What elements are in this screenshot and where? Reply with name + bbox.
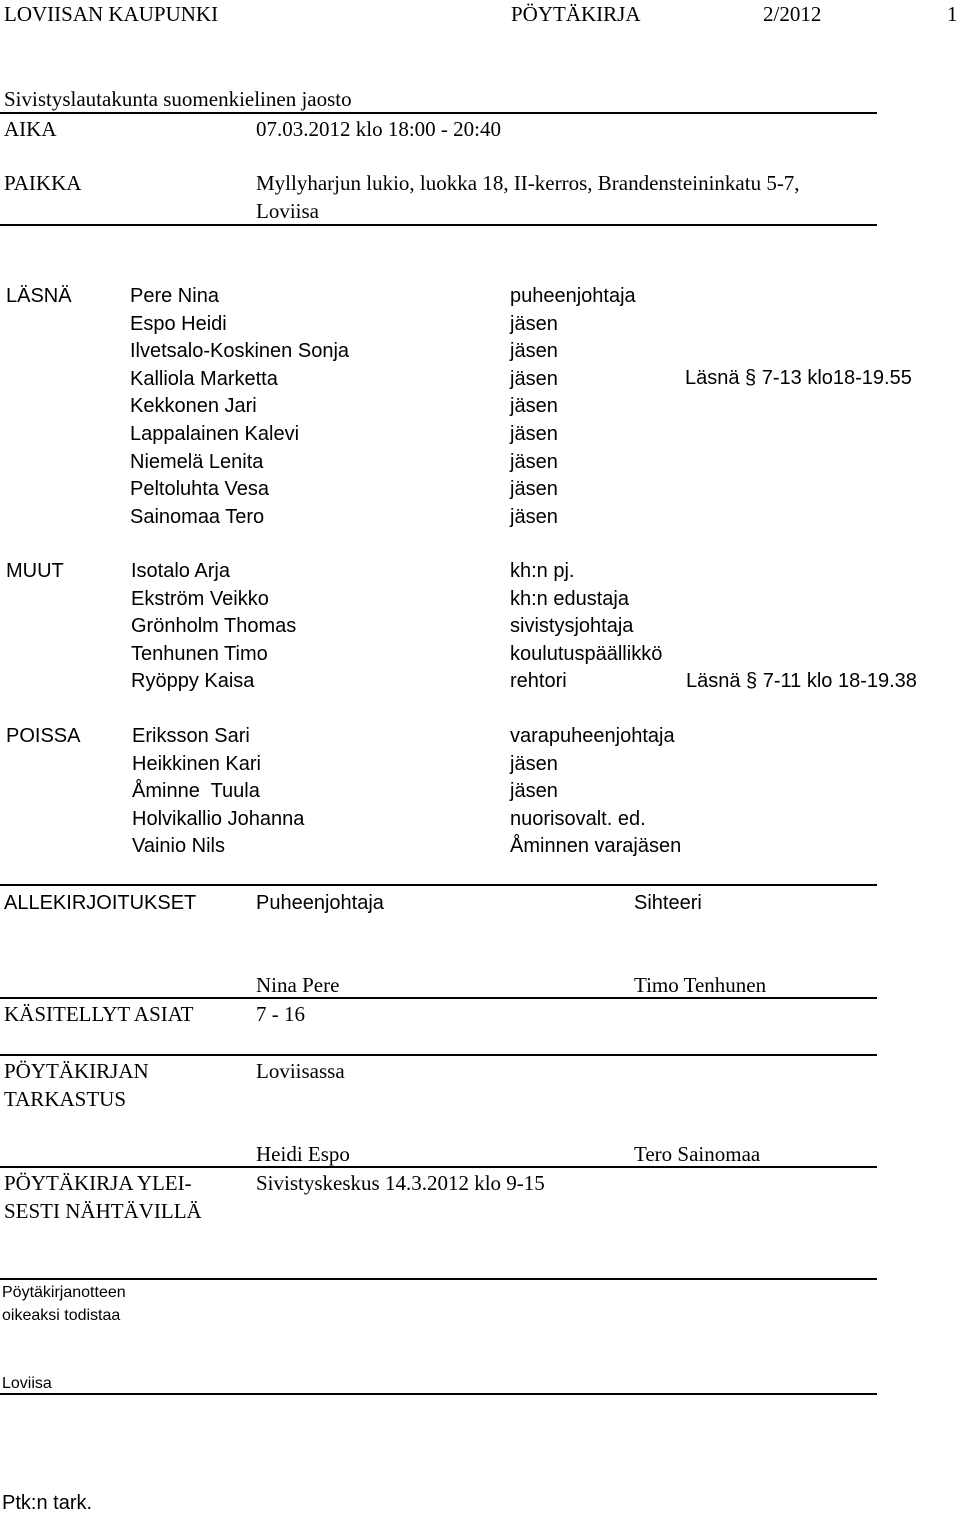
absent-role: jäsen bbox=[510, 752, 558, 775]
tarkastus-label-line1: PÖYTÄKIRJAN bbox=[4, 1059, 149, 1083]
attendee-role: jäsen bbox=[510, 450, 558, 473]
chair-name: Nina Pere bbox=[256, 973, 340, 997]
absent-role: Åminnen varajäsen bbox=[510, 835, 682, 858]
attendee-role: jäsen bbox=[510, 340, 558, 363]
other-attendee-name: Ekström Veikko bbox=[131, 587, 269, 610]
attendee-name: Kekkonen Jari bbox=[130, 395, 257, 418]
other-attendee-role: kh:n edustaja bbox=[510, 587, 629, 610]
attendee-name: Sainomaa Tero bbox=[130, 505, 265, 528]
lasna-label: LÄSNÄ bbox=[6, 285, 72, 307]
muut-label: MUUT bbox=[6, 560, 64, 582]
attendee-role: jäsen bbox=[510, 395, 558, 418]
kasitellyt-label: KÄSITELLYT ASIAT bbox=[4, 1002, 194, 1026]
poissa-label: POISSA bbox=[6, 725, 81, 747]
divider bbox=[0, 1278, 877, 1280]
attendee-role: jäsen bbox=[510, 505, 558, 528]
ptk-tark: Ptk:n tark. bbox=[2, 1492, 93, 1514]
attendee-role: jäsen bbox=[510, 478, 558, 501]
other-attendee-name: Ryöppy Kaisa bbox=[131, 670, 255, 693]
lasna-names bbox=[130, 286, 349, 534]
divider bbox=[0, 112, 877, 114]
other-attendee-name: Tenhunen Timo bbox=[131, 642, 268, 665]
checker-name-1: Heidi Espo bbox=[256, 1142, 350, 1166]
paikka-label: PAIKKA bbox=[4, 171, 82, 195]
attendee-role: puheenjohtaja bbox=[510, 285, 636, 307]
document-number: 2/2012 bbox=[763, 2, 822, 26]
attendee-name: Peltoluhta Vesa bbox=[130, 478, 269, 501]
aika-value: 07.03.2012 klo 18:00 - 20:40 bbox=[256, 117, 501, 141]
committee-name: Sivistyslautakunta suomenkielinen jaosto bbox=[4, 87, 352, 111]
attendee-name: Ilvetsalo-Koskinen Sonja bbox=[130, 340, 350, 363]
divider bbox=[0, 997, 877, 999]
otteen-line1: Pöytäkirjanotteen bbox=[2, 1284, 126, 1301]
absent-name: Eriksson Sari bbox=[132, 725, 250, 747]
muut-names bbox=[131, 561, 296, 699]
paikka-line1: Myllyharjun lukio, luokka 18, II-kerros, Brandensteininkatu 5-7, bbox=[256, 171, 800, 195]
nahtavilla-label-line2: SESTI NÄHTÄVILLÄ bbox=[4, 1199, 202, 1223]
absent-role: nuorisovalt. ed. bbox=[510, 807, 646, 830]
other-attendee-role: sivistysjohtaja bbox=[510, 615, 634, 638]
secretary-name: Timo Tenhunen bbox=[634, 973, 767, 997]
divider bbox=[0, 224, 877, 226]
divider bbox=[0, 1054, 877, 1056]
other-attendee-name: Isotalo Arja bbox=[131, 560, 230, 582]
attendee-name: Niemelä Lenita bbox=[130, 450, 264, 473]
other-attendee-role: kh:n pj. bbox=[510, 560, 575, 582]
attendee-role: jäsen bbox=[510, 422, 558, 445]
absent-role: jäsen bbox=[510, 780, 558, 803]
aika-label: AIKA bbox=[4, 117, 57, 141]
absent-name: Heikkinen Kari bbox=[132, 752, 261, 775]
attendance-note: Läsnä § 7-11 klo 18-19.38 bbox=[686, 670, 917, 692]
absent-name: Vainio Nils bbox=[132, 835, 225, 858]
paikka-line2: Loviisa bbox=[256, 199, 319, 223]
chair-title: Puheenjohtaja bbox=[256, 892, 384, 914]
otteen-place: Loviisa bbox=[2, 1375, 52, 1392]
attendee-role: jäsen bbox=[510, 367, 558, 390]
nahtavilla-value: Sivistyskeskus 14.3.2012 klo 9-15 bbox=[256, 1171, 545, 1195]
attendee-name: Kalliola Marketta bbox=[130, 367, 278, 390]
attendee-name: Espo Heidi bbox=[130, 312, 227, 335]
poissa-roles bbox=[510, 726, 681, 864]
attendee-name: Pere Nina bbox=[130, 285, 219, 307]
absent-role: varapuheenjohtaja bbox=[510, 725, 675, 747]
muut-roles bbox=[510, 561, 662, 699]
divider bbox=[0, 884, 877, 886]
poissa-names bbox=[132, 726, 304, 864]
attendee-role: jäsen bbox=[510, 312, 558, 335]
lasna-roles bbox=[510, 286, 636, 534]
other-attendee-name: Grönholm Thomas bbox=[131, 615, 297, 638]
attendance-note: Läsnä § 7-13 klo18-19.55 bbox=[685, 367, 912, 389]
nahtavilla-label-line1: PÖYTÄKIRJA YLEI- bbox=[4, 1171, 192, 1195]
otteen-line2: oikeaksi todistaa bbox=[2, 1307, 121, 1324]
organization-name: LOVIISAN KAUPUNKI bbox=[4, 2, 219, 26]
divider bbox=[0, 1166, 877, 1168]
other-attendee-role: koulutuspäällikkö bbox=[510, 642, 663, 665]
absent-name: Holvikallio Johanna bbox=[132, 807, 305, 830]
signatures-label: ALLEKIRJOITUKSET bbox=[4, 892, 197, 914]
document-type: PÖYTÄKIRJA bbox=[511, 2, 641, 26]
absent-name: Åminne Tuula bbox=[132, 780, 260, 803]
other-attendee-role: rehtori bbox=[510, 670, 567, 693]
tarkastus-label-line2: TARKASTUS bbox=[4, 1087, 127, 1111]
checker-name-2: Tero Sainomaa bbox=[634, 1142, 761, 1166]
kasitellyt-value: 7 - 16 bbox=[256, 1002, 305, 1026]
page-number: 1 bbox=[947, 2, 958, 26]
divider bbox=[0, 1393, 877, 1395]
attendee-name: Lappalainen Kalevi bbox=[130, 422, 300, 445]
tarkastus-place: Loviisassa bbox=[256, 1059, 345, 1083]
secretary-title: Sihteeri bbox=[634, 892, 702, 914]
